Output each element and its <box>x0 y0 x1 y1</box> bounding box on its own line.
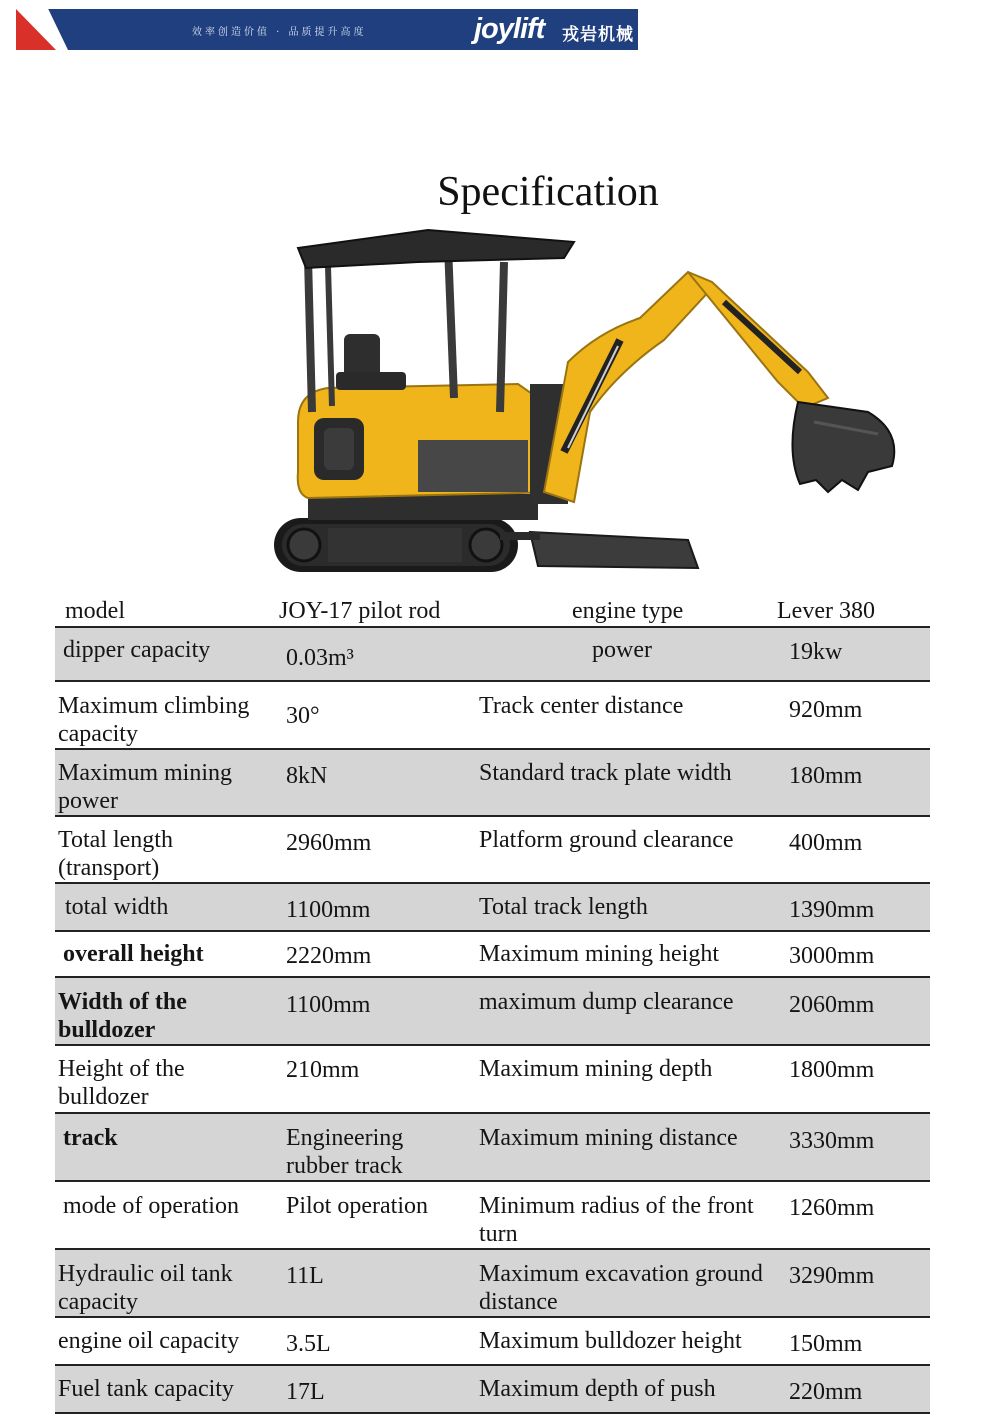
spec-label: track <box>63 1125 118 1151</box>
spec-value: 19kw <box>789 639 843 665</box>
spec-label: power <box>592 637 652 663</box>
table-row <box>55 1114 930 1182</box>
spec-value: 210mm <box>286 1057 360 1083</box>
spec-label: Track center distance <box>479 693 684 719</box>
spec-label: Maximum excavation ground distance <box>479 1261 763 1315</box>
banner-slogan: 效率创造价值 · 品质提升高度 <box>192 27 367 38</box>
spec-label: Minimum radius of the front turn <box>479 1193 754 1247</box>
spec-value: 3330mm <box>789 1128 875 1154</box>
table-row <box>55 817 930 884</box>
spec-value: Engineering rubber track <box>286 1125 404 1179</box>
table-row <box>55 628 930 682</box>
spec-label: Maximum mining power <box>58 760 232 814</box>
spec-value: 1100mm <box>286 897 371 923</box>
spec-value: 150mm <box>789 1331 863 1357</box>
table-row <box>55 590 930 628</box>
spec-value: 0.03m³ <box>286 645 354 671</box>
spec-label: Fuel tank capacity <box>58 1376 234 1402</box>
table-row <box>55 1046 930 1114</box>
spec-label: Maximum climbing capacity <box>58 693 250 747</box>
spec-label: overall height <box>63 941 204 967</box>
brand-chinese-name: 戎岩机械 <box>562 25 634 45</box>
table-row <box>55 1182 930 1250</box>
spec-label: Maximum mining distance <box>479 1125 738 1151</box>
table-row <box>55 932 930 978</box>
page-title: Specification <box>437 169 659 215</box>
spec-label: Standard track plate width <box>479 760 732 786</box>
spec-label: model <box>65 598 125 624</box>
spec-value: 2060mm <box>789 992 875 1018</box>
spec-value: 8kN <box>286 763 328 789</box>
spec-label: dipper capacity <box>63 637 211 663</box>
spec-value: 2960mm <box>286 830 372 856</box>
spec-value: 30° <box>286 703 320 729</box>
table-row <box>55 750 930 817</box>
spec-label: total width <box>65 894 169 920</box>
spec-label: Maximum mining height <box>479 941 719 967</box>
spec-label: engine oil capacity <box>58 1328 240 1354</box>
spec-label: Total track length <box>479 894 648 920</box>
spec-label: Maximum mining depth <box>479 1056 713 1082</box>
spec-value: JOY-17 pilot rod <box>279 598 441 624</box>
table-row <box>55 978 930 1046</box>
spec-label: engine type <box>572 598 684 624</box>
spec-value: 180mm <box>789 763 863 789</box>
table-row <box>55 1250 930 1318</box>
spec-value: 920mm <box>789 697 863 723</box>
spec-value: 400mm <box>789 830 863 856</box>
spec-value: 3000mm <box>789 943 875 969</box>
spec-label: Maximum bulldozer height <box>479 1328 742 1354</box>
spec-label: Width of the bulldozer <box>58 989 187 1043</box>
table-row <box>55 682 930 750</box>
table-row <box>55 884 930 932</box>
spec-value: 3.5L <box>286 1331 331 1357</box>
brand-logo: joylift <box>474 13 545 45</box>
spec-label: mode of operation <box>63 1193 239 1219</box>
spec-value: 11L <box>286 1263 324 1289</box>
spec-value: 3290mm <box>789 1263 875 1289</box>
spec-label: Height of the bulldozer <box>58 1056 185 1110</box>
spec-value: Lever 380 <box>777 598 875 624</box>
spec-value: 2220mm <box>286 943 372 969</box>
spec-label: Platform ground clearance <box>479 827 734 853</box>
spec-label: Hydraulic oil tank capacity <box>58 1261 233 1315</box>
spec-value: 1260mm <box>789 1195 875 1221</box>
spec-value: Pilot operation <box>286 1193 428 1219</box>
spec-label: Total length (transport) <box>58 827 173 881</box>
spec-label: maximum dump clearance <box>479 989 734 1015</box>
spec-value: 1100mm <box>286 992 371 1018</box>
table-row <box>55 1318 930 1366</box>
spec-value: 1800mm <box>789 1057 875 1083</box>
spec-label: Maximum depth of push <box>479 1376 716 1402</box>
spec-value: 220mm <box>789 1379 863 1405</box>
spec-value: 17L <box>286 1379 325 1405</box>
excavator-image <box>268 222 908 582</box>
header-banner <box>16 9 638 50</box>
table-row <box>55 1366 930 1414</box>
spec-table <box>55 590 930 1414</box>
spec-value: 1390mm <box>789 897 875 923</box>
